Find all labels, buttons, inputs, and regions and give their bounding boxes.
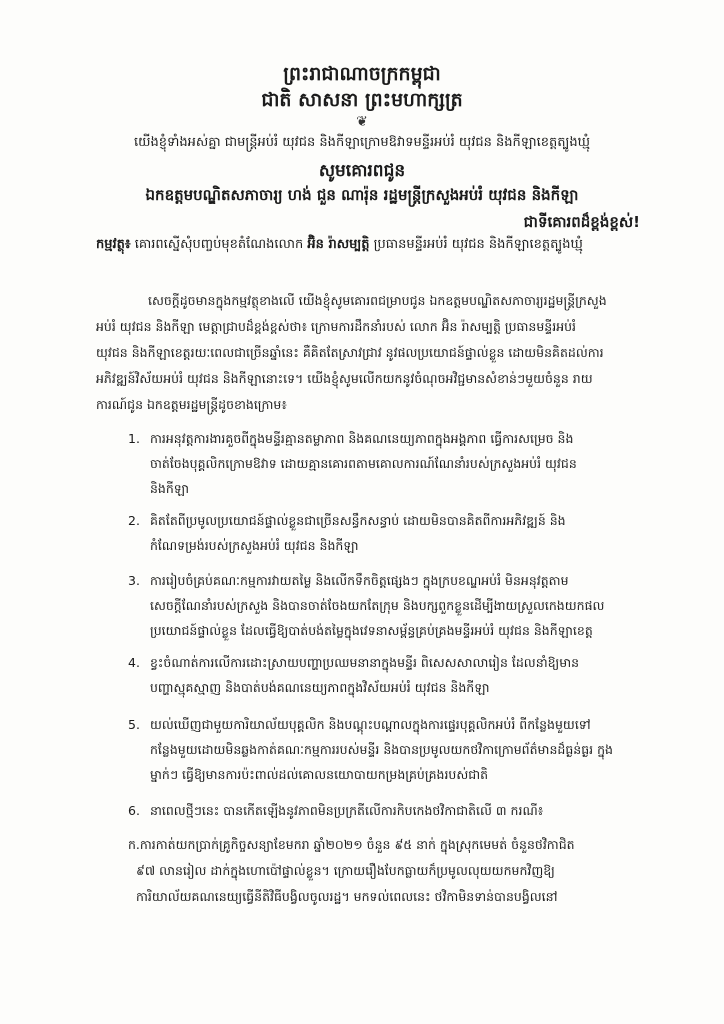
item-line: កន្លែងមួយដោយមិនឆ្លងកាត់គណៈកម្មការរបស់មន្ទីរ និងបានប្រមូលយកថវិកាក្រោមព័ត៌មានដ៏ធ្ងន់ធ្ងរ ក្នុង [150, 742, 613, 757]
subject-label: កម្មវត្ថុ៖ [96, 237, 131, 252]
recipient-line: ឯកឧត្តមបណ្ឌិតសភាចារ្យ ហង់ ជួន ណារ៉ុន រដ្ឋមន្ត្រីក្រសួងអប់រំ យុវជន និងកីឡា [145, 186, 579, 204]
item-number: 5. [128, 717, 140, 732]
item-line: គិតតែពីប្រមូលប្រយោជន៍ផ្ទាល់ខ្លួនជាច្រើនសន្ធឹកសន្ធាប់ ដោយមិនបានគិតពីការអភិវឌ្ឍន៍ និង [150, 513, 566, 528]
subject-rest: ប្រធានមន្ទីរអប់រំ យុវជន និងកីឡាខេត្តត្បូងឃ្មុំ [373, 237, 583, 252]
ornament-icon: ❦ [356, 114, 368, 130]
paragraph-line: អប់រំ យុវជន និងកីឡា មេត្តាជ្រាបដ៏ខ្ពង់ខ្ពស់ថា៖ ក្រោមការដឹកនាំរបស់ លោក អ៊ិន រ៉ាសម្បត្តិ ប្រធានមន្ទីរអប់រំ [96, 319, 577, 334]
item-number: 2. [128, 513, 140, 528]
item-line: ការអនុវត្តការងារគួចពីក្នុងមន្ទីរគ្មានតម្លាភាព និងគណនេយ្យភាពក្នុងអង្គភាព ធ្វើការសម្រេច និង [150, 431, 574, 446]
item-number: 1. [128, 431, 140, 446]
list-item [128, 650, 668, 700]
sub-line: ក.ការកាត់យកប្រាក់គ្រូកិច្ចសន្យាខែមករា ឆ្នាំ២០២១ ចំនួន ៩៥ នាក់ ក្នុងស្រុកមេមត់ ចំនួនថវិកាជិត [128, 837, 575, 852]
list-item [128, 426, 668, 501]
recipient-honorific: ជាទីគោរពដ៏ខ្ពង់ខ្ពស់! [523, 213, 640, 231]
paragraph-line: សេចក្តីដូចមានក្នុងកម្មវត្ថុខាងលើ យើងខ្ញុំសូមគោរពជម្រាបជូន ឯកឧត្តមបណ្ឌិតសភាចារ្យរដ្ឋមន្ត្រីក្រសួង [148, 293, 607, 308]
list-item [128, 508, 668, 558]
item-number: 3. [128, 573, 140, 588]
intro-paragraph [96, 288, 656, 418]
list-item [128, 568, 668, 643]
paragraph-line: យុវជន និងកីឡាខេត្តរយៈពេលជាច្រើនឆ្នាំនេះ គឺគិតតែស្រាវជ្រាវ នូវផលប្រយោជន៍ផ្ទាល់ខ្លួន ដោយមិនគិតដល់ការ [96, 345, 604, 360]
subject-line [96, 236, 696, 255]
item-line: ការរៀបចំគ្រប់គណៈកម្មការវាយតម្លៃ និងលើកទឹកចិត្តផ្សេងៗ ក្នុងក្របខណ្ឌអប់រំ មិនអនុវត្តតាម [150, 573, 569, 588]
sub-item-a [128, 832, 676, 910]
item-line: នាពេលថ្មីៗនេះ បានកើតឡើងនូវភាពមិនប្រក្រតីលើការកិបកេងថវិកាជាតិលើ ៣ ករណី៖ [150, 803, 544, 818]
item-number: 4. [128, 655, 140, 670]
item-line: ម្នាក់ៗ ធ្វើឱ្យមានការប៉ះពាល់ដល់គោលនយោបាយកម្រងគ្រប់គ្រងរបស់ជាតិ [150, 767, 489, 782]
item-line: ចាត់ចែងបុគ្គលិកក្រោមឱវាទ ដោយគ្មានគោរពតាមគោលការណ៍ណែនាំរបស់ក្រសួងអប់រំ យុវជន [150, 456, 577, 471]
item-line: បញ្ហាស្មុគស្មាញ និងបាត់បង់គណនេយ្យភាពក្នុងវិស័យអប់រំ យុវជន និងកីឡា [150, 680, 490, 695]
national-motto: ជាតិ សាសនា ព្រះមហាក្សត្រ [261, 89, 463, 111]
paragraph-line: អភិវឌ្ឍន៍វិស័យអប់រំ យុវជន និងកីឡានោះទេ។ យើងខ្ញុំសូមលើកយកនូវចំណុចអវិជ្ជមានសំខាន់ៗមួយចំនួន រាយ [96, 371, 593, 386]
paragraph-line: ការណ៍ជូន ឯកឧត្តមរដ្ឋមន្ត្រីដូចខាងក្រោម៖ [96, 397, 287, 412]
item-line: ប្រយោជន៍ផ្ទាល់ខ្លួន ដែលធ្វើឱ្យបាត់បង់តម្លៃក្នុងវេទនាសម្ព័ន្ធគ្រប់គ្រងមន្ទីរអប់រំ យុវជន និងកីឡាខេត្ត [150, 623, 593, 638]
respectfully-heading: សូមគោរពជូន [318, 161, 406, 181]
item-line: សេចក្តីណែនាំរបស់ក្រសួង និងបានចាត់ចែងយកតែក្រុម និងបក្សពួកខ្លួនដើម្បីងាយស្រួលកេងយកផល [150, 598, 605, 613]
kingdom-title: ព្រះរាជាណាចក្រកម្ពុជា [283, 63, 441, 85]
item-line: ខ្វះចំណាត់ការលើការដោះស្រាយបញ្ហាប្រឈមនានាក្នុងមន្ទីរ ពិសេសសាលារៀន ដែលនាំឱ្យមាន [150, 655, 580, 670]
item-number: 6. [128, 803, 140, 818]
item-line: យល់ឃើញជាមួយការិយាល័យបុគ្គលិក និងបណ្តុះបណ្តាលក្នុងការផ្ទេរបុគ្គលិកអប់រំ ពីកន្លែងមួយទៅ [150, 717, 591, 732]
list-item [128, 798, 668, 823]
sub-line: ការិយាល័យគណនេយ្យធ្វើនីតិវិធីបង្វិលចូលរដ្ឋ។ មកទល់ពេលនេះ ថវិកាមិនទាន់បានបង្វិលនៅ [136, 889, 558, 904]
subject-name: អ៊ិន រ៉ាសម្បត្តិ [307, 237, 370, 252]
list-item [128, 712, 668, 787]
sender-line: យើងខ្ញុំទាំងអស់គ្នា ជាមន្ត្រីអប់រំ យុវជន និងកីឡាក្រោមឱវាទមន្ទីរអប់រំ យុវជន និងកីឡាខេត្តត្បូងឃ្មុំ [134, 135, 590, 150]
item-line: និងកីឡា [150, 481, 190, 496]
sub-line: ៩៧ លានរៀល ដាក់ក្នុងហោប៉ៅផ្ទាល់ខ្លួន។ ក្រោយរឿងបែកធ្លាយក៏ប្រមូលលុយយកមកវិញឱ្យ [136, 863, 555, 878]
subject-text: គោរពស្នើសុំបញ្ចប់មុខតំណែងលោក [134, 237, 304, 252]
item-line: កំណែទម្រង់របស់ក្រសួងអប់រំ យុវជន និងកីឡា [150, 538, 359, 553]
